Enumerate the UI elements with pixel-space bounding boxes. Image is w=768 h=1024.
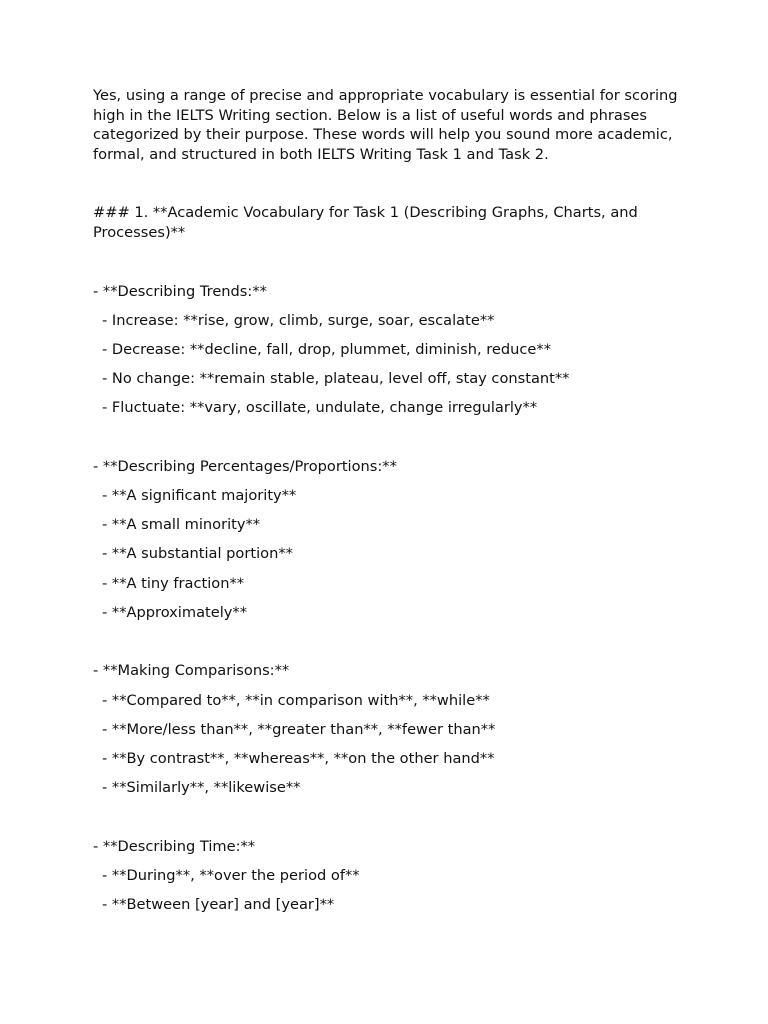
section-title-comparisons: - **Making Comparisons:**: [93, 662, 290, 680]
list-item: - **A tiny fraction**: [102, 574, 245, 592]
list-item: - **A significant majority**: [102, 487, 297, 505]
section-heading: ### 1. **Academic Vocabulary for Task 1 (Describing Graphs, Charts, and Processes)**: [93, 204, 643, 241]
list-item: - **A substantial portion**: [102, 545, 293, 563]
section-title-time: - **Describing Time:**: [93, 837, 256, 855]
list-item: - **Between [year] and [year]**: [102, 896, 335, 914]
document-page: [93, 86, 693, 915]
list-item: - **Compared to**, **in comparison with**, **while**: [102, 691, 490, 709]
section-title-trends: - **Describing Trends:**: [93, 282, 267, 300]
list-item: - **By contrast**, **whereas**, **on the other hand**: [102, 750, 495, 767]
list-item: - **Similarly**, **likewise**: [102, 779, 301, 797]
list-item: - Fluctuate: **vary, oscillate, undulate, change irregularly**: [102, 399, 538, 417]
list-item: - **A small minority**: [102, 516, 261, 534]
list-item: - No change: **remain stable, plateau, level off, stay constant**: [102, 370, 570, 388]
list-item: - **More/less than**, **greater than**, **fewer than**: [102, 720, 496, 738]
spacer: [93, 164, 693, 203]
section-title-percentages: - **Describing Percentages/Proportions:**: [93, 457, 397, 475]
intro-paragraph: Yes, using a range of precise and appropriate vocabulary is essential for scoring high in the IELTS Writing section. Below is a list of useful words and phrases categorized by their purpose. These words will help you sound more academic, formal, and structured in both IELTS Writing Task 1 and Task 2.: [93, 87, 683, 163]
spacer: [93, 243, 693, 282]
list-item: - **During**, **over the period of**: [102, 866, 360, 884]
list-item: - **Approximately**: [102, 603, 248, 621]
list-item: - Increase: **rise, grow, climb, surge, soar, escalate**: [102, 311, 495, 329]
list-item: - Decrease: **decline, fall, drop, plummet, diminish, reduce**: [102, 340, 552, 358]
